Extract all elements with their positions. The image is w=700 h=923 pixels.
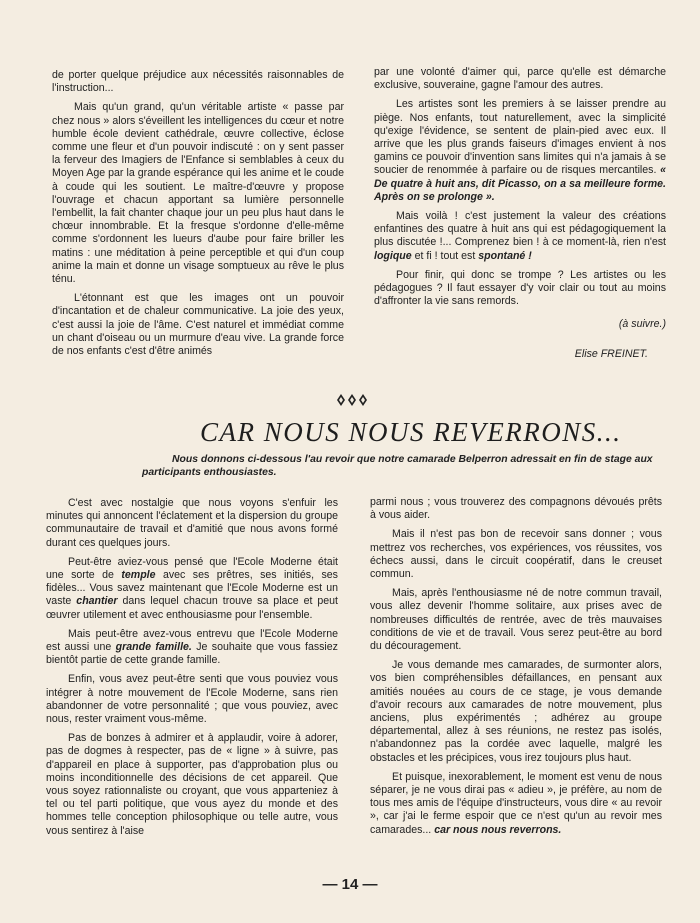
top-right-column bbox=[374, 66, 666, 367]
paragraph bbox=[46, 556, 338, 622]
paragraph-text: Les artistes sont les premiers à se laisser prendre au piège. Nos enfants, tout naturellement, avec la simplicité qu'exige l'évidence, se sentent de plain-pied avec eux. Il arrive que les plus grands faiseurs d'images envient à nos gamins ce pouvoir d'invention sans limites qui n'a jamais à se soucier de renommée à parfaire ou de risques mercantiles. bbox=[374, 98, 666, 177]
emphasis-word: spontané ! bbox=[478, 249, 532, 262]
emphasis-word: logique bbox=[374, 249, 412, 262]
paragraph-text: Et puisque, inexorablement, le moment est venu de nous séparer, je ne vous dirai pas « adieu », je préfère, au nom de tous mes amis de l'équipe d'instructeurs, vous dire « au revoir », car j'ai le ferme espoir que ce n'est qu'un au revoir mes camarades... bbox=[370, 770, 662, 836]
paragraph: L'étonnant est que les images ont un pouvoir d'incantation et de chaleur communicative. La joie des yeux, c'est aussi la joie de l'âme. C'est naturel et immédiat comme un chant d'oiseau ou un murmure d'eau vive. La grande force de nos enfants c'est d'être animés bbox=[52, 292, 344, 358]
paragraph: Mais il n'est pas bon de recevoir sans donner ; vous mettrez vos recherches, vos expériences, vos réussites, vos échecs aussi, dans le circuit coopératif, dans le creuset commun. bbox=[370, 528, 662, 581]
paragraph: Enfin, vous avez peut-être senti que vous pouviez vous intégrer à notre mouvement de l'Ecole Moderne, sans rien abandonner de votre personnalité ; que vous pouviez, avec nous, rester vraiment vous-même. bbox=[46, 673, 338, 726]
paragraph: Pas de bonzes à admirer et à applaudir, voire à adorer, pas de dogmes à respecter, pas de « ligne » à suivre, pas d'appareil en place à supporter, pas d'approbation plus ou moins inconditionnelle des décisions de cet appareil. Que vous soyez rationnaliste ou croyant, que vous apparteniez à tel ou tel parti politique, que vous ayez du monde et des hommes telle conception philosophique ou telle autre, vous vous sentirez à l'aise bbox=[46, 732, 338, 837]
signature: Elise FREINET. bbox=[574, 347, 648, 360]
article-title: CAR NOUS NOUS REVERRONS... bbox=[200, 417, 622, 447]
paragraph-text: et fi ! tout est bbox=[414, 249, 476, 262]
emphasis-word: car nous nous reverrons. bbox=[434, 823, 562, 836]
paragraph: par une volonté d'aimer qui, parce qu'elle est démarche exclusive, souveraine, gagne l'amour des autres. bbox=[374, 66, 666, 92]
paragraph bbox=[46, 628, 338, 668]
paragraph-text: Je souhaite que vous fassiez bientôt partie de cette grande famille. bbox=[46, 641, 338, 667]
paragraph: Mais qu'un grand, qu'un véritable artiste « passe par chez nous » alors s'éveillent les intelligences du cœur et notre humble école devient cathédrale, œuvre collective, éclose comme une fleur et d'un pouvoir indiscuté : on y sent passer la ferveur des Imagiers de l'Enfance si semblables à ceux du Moyen Age par la grande espérance qui les anime et le coude à coude qui les soutient. Le maître-d'œuvre y propose l'ouvrage et chacun apportant sa lumière personnelle l'embellit, la fait chanter chaque jour un peu plus haut dans le chœur innombrable. Et la fresque s'ordonne d'elle-même comme s'ordonnent les lueurs d'aube pour faire briller les matins : une méditation à peine perceptible et qui d'un coup anime la main et donne un visage somptueux au rêve le plus ténu. bbox=[52, 101, 344, 286]
to-be-continued: (à suivre.) bbox=[618, 318, 666, 331]
emphasis-word: temple bbox=[121, 569, 156, 582]
paragraph-text: avec ses prêtres, ses initiés, ses fidèles... Vous savez maintenant que l'Ecole Moderne est un vaste bbox=[46, 569, 338, 608]
paragraph bbox=[374, 210, 666, 263]
paragraph-text: Mais peut-être avez-vous entrevu que l'Ecole Moderne est aussi une bbox=[46, 627, 338, 654]
emphasis-word: chantier bbox=[76, 595, 118, 608]
paragraph-text: dans lequel chacun trouve sa place et peut œuvrer utilement et avec enthousiasme pour l'ensemble. bbox=[46, 595, 339, 621]
paragraph: C'est avec nostalgie que nous voyons s'enfuir les minutes qui annoncent l'éclatement et la dispersion du groupe communautaire de travail et d'amitié que nous avons formé durant ces quelques jours. bbox=[46, 497, 338, 549]
page-number: — 14 — bbox=[322, 876, 378, 893]
paragraph-text: Mais voilà ! c'est justement la valeur des créations enfantines des quatre à huit ans qui est pédagogiquement la plus discutée !... Comprenez bien ! à ce moment-là, rien n'est bbox=[374, 210, 666, 249]
paragraph: de porter quelque préjudice aux nécessités raisonnables de l'instruction... bbox=[52, 69, 344, 95]
paragraph: Mais, après l'enthousiasme né de notre commun travail, vous allez devenir l'homme solitaire, aux prises avec de nombreuses difficultés de rentrée, avec de très mauvaises conditions de vie et de travail. Vous serez peut-être au bord du découragement. bbox=[370, 587, 662, 653]
paragraph: Pour finir, qui donc se trompe ? Les artistes ou les pédagogues ? Il faut essayer d'y voir clair ou tout au moins d'affronter la vie sans remords. bbox=[374, 268, 666, 308]
paragraph: parmi nous ; vous trouverez des compagnons dévoués prêts à vous aider. bbox=[370, 496, 662, 522]
picasso-quote: « De quatre à huit ans, dit Picasso, on a sa meilleure forme. Après on se prolonge ». bbox=[374, 164, 666, 203]
bottom-right-column bbox=[370, 496, 662, 843]
paragraph-text: Peut-être aviez-vous pensé que l'Ecole Moderne était une sorte de bbox=[46, 555, 338, 582]
article-intro: Nous donnons ci-dessous l'au revoir que notre camarade Belperron adressait en fin de stage aux participants enthousiastes. bbox=[142, 454, 653, 478]
ornament-icon bbox=[336, 393, 368, 407]
paragraph bbox=[374, 98, 666, 204]
bottom-left-column bbox=[46, 497, 338, 844]
paragraph bbox=[370, 771, 662, 837]
top-left-column bbox=[52, 69, 344, 364]
emphasis-word: grande famille. bbox=[115, 641, 192, 654]
paragraph: Je vous demande mes camarades, de surmonter alors, vos bien compréhensibles défaillances, en pensant aux amitiés nouées au cours de ce stage, je vous demande d'avoir recours aux camarades de notre mouvement, plus anciens, plus expérimentés ; adhérez au groupe départemental, allez à ses réunions, ne restez pas isolés, n'abandonnez pas la cordée avec laquelle, malgré les obstacles et les précipices, vous irez toujours plus haut. bbox=[370, 659, 662, 764]
